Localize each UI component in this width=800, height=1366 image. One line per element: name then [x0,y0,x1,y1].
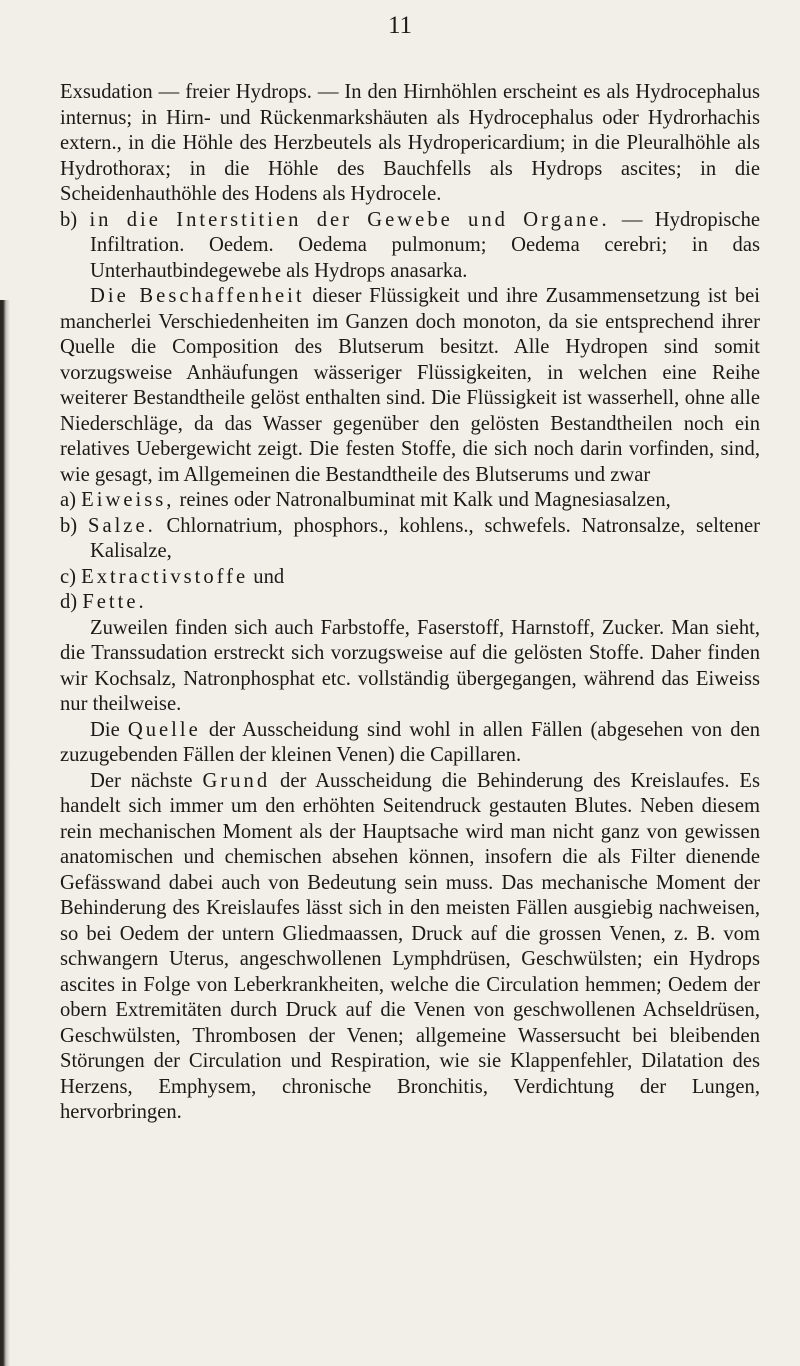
list-item-a [60,488,760,514]
emphasis-text: in die Interstitien der Gewebe und Organe. [89,208,610,231]
page-number: 11 [387,12,413,39]
paragraph-text: der Ausscheidung die Behinderung des Kreislaufes. Es handelt sich immer um den erhöhten Seitendruck gestauten Blutes. Neben diesem rein mechanischen Moment als der Hauptsache wird man nicht ganz von gewissen anatomischen und chemischen absehen können, insofern die als Filter dienende Gefässwand dabei auch von Bedeutung sein muss. Das mechanische Moment der Behinderung des Kreislaufes lässt sich in den meisten Fällen ausgiebig nachweisen, so bei Oedem der untern Gliedmaassen, Druck auf die grossen Venen, z. B. vom schwangern Uterus, angeschwollenen Lymphdrüsen, Geschwülsten; ein Hydrops ascites in Folge von Leberkrankheiten, welche die Circulation hemmen; Oedem der obern Extremitäten durch Druck auf die Venen von geschwollenen Achseldrüsen, Geschwülsten, Thrombosen der Venen; allgemeine Wassersucht bei bleibenden Störungen der Circulation und Respiration, wie sie Klappenfehler, Dilatation des Herzens, Emphysem, chronische Bronchitis, Verdichtung der Lungen, hervorbringen. [60,769,761,1123]
paragraph-beschaffenheit [60,284,760,488]
paragraph-text: der Ausscheidung sind wohl in allen Fällen (abgesehen von den zuzugebenden Fällen der kleinen Venen) die Capillaren. [60,718,761,766]
emphasis-text: Eiweiss, [81,489,175,511]
paragraph-text: Die [90,718,128,741]
body-text [60,80,760,1126]
item-label: d) [60,591,83,613]
item-text: reines oder Natronalbuminat mit Kalk und Magnesiasalzen, [174,489,671,511]
scan-edge-shadow [0,300,10,1366]
paragraph-zuweilen: Zuweilen finden sich auch Farbstoffe, Faserstoff, Harnstoff, Zucker. Man sieht, die Transsudation erstreckt sich vorzugsweise auf die gelösten Stoffe. Daher finden wir Kochsalz, Natronphosphat etc. vollständig übergegangen, während das Eiweiss nur theilweise. [60,616,760,715]
item-b-interstitien [60,208,760,285]
emphasis-text: Extractivstoffe [81,565,249,588]
item-text: Chlornatrium, phosphors., kohlens., schwefels. Natronsalze, seltener Kalisalze, [90,514,760,562]
emphasis-text: Quelle [127,718,201,741]
emphasis-text: Fette. [82,591,147,613]
paragraph-text: Der nächste [90,769,203,792]
item-label: b) [60,208,90,231]
item-label: a) [60,489,82,511]
list-item-c [60,565,760,591]
paragraph-grund [60,769,760,1126]
item-text: — Hydropische Infiltration. Oedem. Oedema pulmonum; Oedema cerebri; in das Unterhautbindegewebe als Hydrops anasarka. [90,208,761,282]
item-label: b) [60,514,88,537]
emphasis-text: Salze. [87,514,156,537]
item-text: und [248,565,285,588]
emphasis-text: Die Beschaffenheit [90,285,305,307]
paragraph-exsudation: Exsudation — freier Hydrops. — In den Hirnhöhlen erscheint es als Hydrocephalus internus; in Hirn- und Rückenmarkshäuten als Hydrocephalus oder Hydrorhachis extern., in die Höhle des Herzbeutels als Hydropericardium; in die Pleuralhöhle als Hydrothorax; in die Höhle des Bauchfells als Hydrops ascites; in die Scheidenhauthöhle des Hodens als Hydrocele. [60,81,760,205]
item-label: c) [60,565,82,588]
paragraph-quelle [60,718,760,769]
list-item-b [60,514,760,565]
list-item-d [60,590,760,616]
emphasis-text: Grund [202,769,271,792]
paragraph-text: dieser Flüssigkeit und ihre Zusammensetzung ist bei mancherlei Verschiedenheiten im Ganzen doch monoton, da sie entsprechend ihrer Quelle die Composition des Blutserum besitzt. Alle Hydropen sind somit vorzugsweise Anhäufungen wässeriger Flüssigkeiten, in welchen eine Reihe weiterer Bestandtheile gelöst enthalten sind. Die Flüssigkeit ist wasserhell, ohne alle Niederschläge, da das Wasser gegenüber den gelösten Bestandtheilen noch ein relatives Uebergewicht zeigt. Die festen Stoffe, die sich noch darin vorfinden, sind, wie gesagt, im Allgemeinen die Bestandtheile des Blutserums und zwar [60,285,761,486]
